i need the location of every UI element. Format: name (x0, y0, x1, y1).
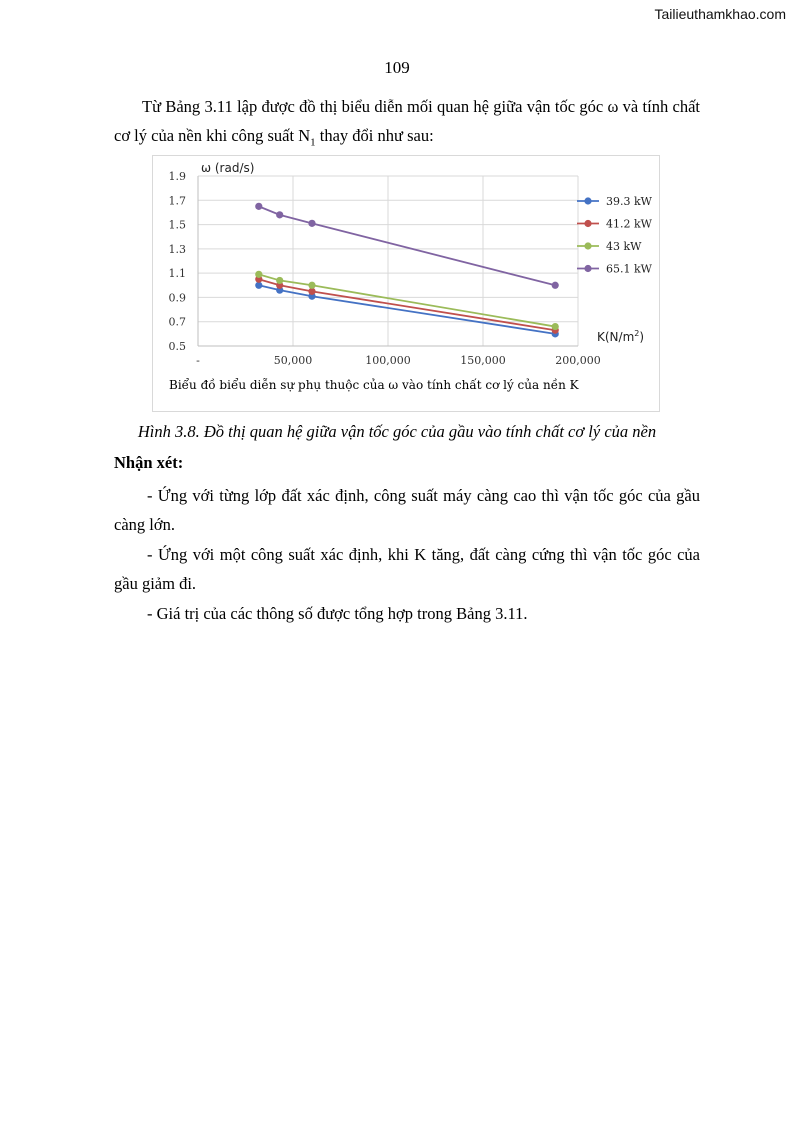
data-point (255, 203, 262, 210)
series-line (259, 285, 555, 334)
intro-text: Từ Bảng 3.11 lập được đồ thị biểu diễn mối quan hệ giữa vận tốc góc ω và tính chất cơ lý của nền khi công suất N (114, 97, 700, 145)
data-point (276, 211, 283, 218)
watermark: Tailieuthamkhao.com (654, 6, 786, 22)
y-tick-label: 1.1 (168, 267, 186, 281)
legend-marker (584, 197, 591, 204)
remarks-title: Nhận xét: (114, 453, 184, 472)
x-tick-label: 50,000 (273, 354, 313, 367)
x-axis-title: $K(N/m^2)$ (597, 329, 645, 344)
y-tick-label: 0.9 (168, 291, 186, 305)
data-point (308, 282, 315, 289)
x-tick-label: 100,000 (365, 354, 411, 367)
x-tick-label: - (196, 354, 200, 367)
page-number: 109 (384, 58, 410, 77)
y-tick-label: 1.7 (168, 194, 186, 208)
legend-label: 39.3 kW (606, 195, 652, 208)
series-line (259, 279, 555, 330)
data-point (276, 277, 283, 284)
data-point (308, 220, 315, 227)
remark-item: - Giá trị của các thông số được tổng hợp trong Bảng 3.11. (147, 604, 528, 623)
legend-marker (584, 265, 591, 272)
y-tick-label: 1.5 (168, 218, 186, 232)
y-axis-title: ω (rad/s) (201, 161, 255, 175)
data-point (552, 323, 559, 330)
data-point (552, 282, 559, 289)
remark-item: - Ứng với một công suất xác định, khi K tăng, đất càng cứng thì vận tốc góc của gầu giảm đi. (114, 545, 700, 593)
y-tick-label: 1.9 (168, 170, 186, 183)
data-point (255, 271, 262, 278)
legend-label: 41.2 kW (606, 217, 652, 231)
legend-label: 65.1 kW (606, 262, 652, 276)
chart (152, 155, 660, 412)
legend-label: 43 kW (606, 240, 642, 253)
y-tick-label: 0.5 (168, 340, 186, 353)
y-tick-label: 0.7 (168, 315, 186, 329)
intro-paragraph (114, 92, 700, 157)
y-tick-label: 1.3 (168, 242, 186, 256)
remark-item: - Ứng với từng lớp đất xác định, công suất máy càng cao thì vận tốc góc của gầu càng lớn. (114, 486, 700, 534)
legend-marker (584, 220, 591, 227)
intro-text-end: thay đổi như sau: (315, 126, 434, 145)
figure-caption: Hình 3.8. Đồ thị quan hệ giữa vận tốc góc của gầu vào tính chất cơ lý của nền (137, 422, 657, 441)
intro-subscript: 1 (310, 136, 316, 149)
chart-caption: Biểu đồ biểu diễn sự phụ thuộc của ω vào tính chất cơ lý của nền K (169, 378, 579, 392)
legend-marker (584, 242, 591, 249)
x-tick-label: 150,000 (460, 354, 506, 367)
chart-svg (153, 156, 659, 411)
x-tick-label: 200,000 (555, 354, 601, 367)
series-line (259, 274, 555, 326)
